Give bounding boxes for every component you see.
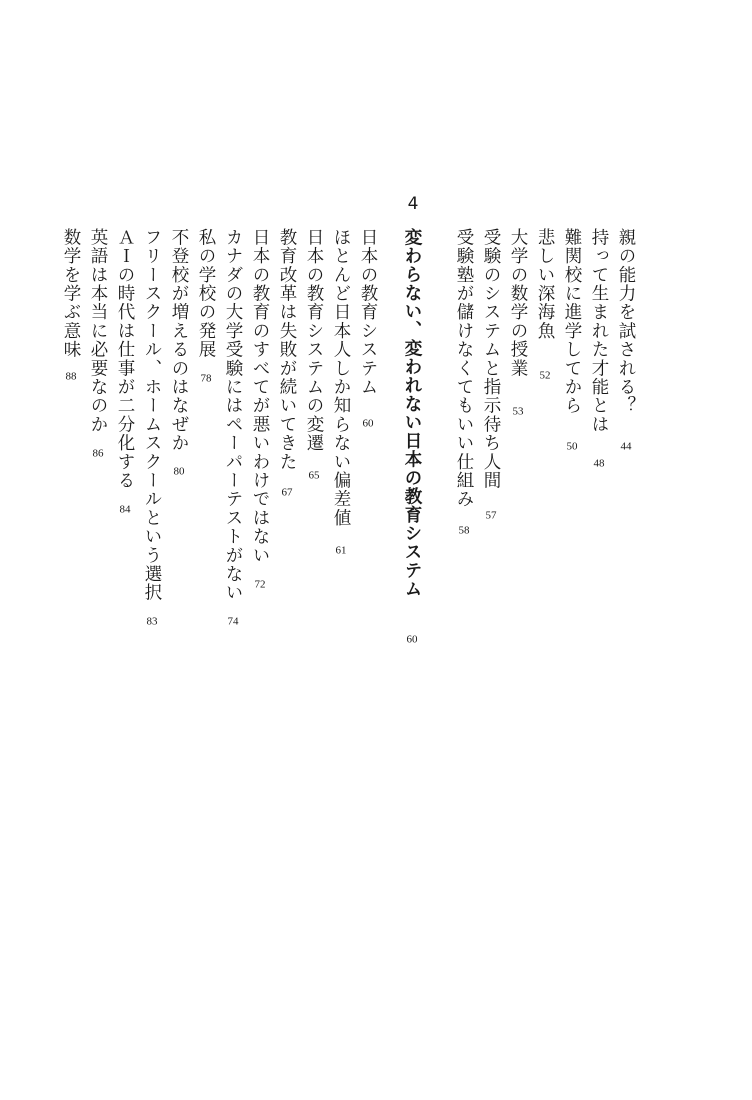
toc-item-page: 52 (539, 370, 551, 382)
toc-item[interactable] (222, 228, 244, 627)
toc-item-title: 大学の数学の授業 (508, 228, 528, 378)
toc-item[interactable] (87, 228, 109, 459)
toc-item-page: 61 (335, 545, 347, 557)
chapter-title: 変わらない、変われない日本の教育システム (402, 228, 422, 598)
toc-item-page: 58 (458, 524, 470, 536)
toc-item-title: 難関校に進学してから (562, 228, 582, 415)
toc-item-page: 60 (362, 418, 374, 430)
toc-item-page: 78 (200, 372, 212, 384)
toc-item[interactable] (357, 228, 379, 429)
toc-item-page: 53 (512, 405, 524, 417)
toc-item[interactable] (114, 228, 136, 515)
toc-item[interactable] (480, 228, 502, 521)
toc-item-title: 不登校が増えるのはなぜか (169, 228, 189, 453)
toc-item-page: 57 (485, 509, 497, 521)
toc-item-title: 英語は本当に必要なのか (88, 228, 108, 434)
chapter-page: 60 (406, 634, 418, 645)
toc-item-title: 悲しい深海魚 (535, 228, 555, 341)
toc-item-title: 私の学校の発展 (196, 228, 216, 359)
toc-item-title: 親の能力を試される？ (616, 228, 636, 415)
toc-item-title: 日本の教育のすべてが悪いわけではない (250, 228, 270, 565)
toc-item-page: 65 (308, 470, 320, 482)
toc-item[interactable] (168, 228, 190, 477)
toc-item-title: 受験のシステムと指示待ち人間 (481, 228, 501, 490)
toc-item[interactable] (615, 228, 637, 452)
toc-item-page: 44 (620, 441, 632, 452)
toc-item-title: 日本の教育システム (358, 228, 378, 397)
toc-item-page: 74 (227, 616, 239, 627)
toc-item-title: フリースクール、ホームスクールという選択 (142, 228, 162, 602)
toc-item[interactable] (453, 228, 475, 536)
toc-item-page: 48 (593, 457, 605, 469)
toc-item[interactable] (60, 228, 82, 382)
toc-item[interactable] (276, 228, 298, 498)
toc-item-title: ＡＩの時代は仕事が二分化する (115, 228, 135, 490)
toc-item-page: 50 (566, 441, 578, 452)
toc-item-title: 持って生まれた才能とは (589, 228, 609, 434)
toc-item-page: 86 (92, 447, 104, 459)
toc-item[interactable] (195, 228, 217, 384)
toc-item[interactable] (561, 228, 583, 452)
toc-item-page: 84 (119, 503, 131, 515)
toc-item[interactable] (249, 228, 271, 590)
toc-item-title: ほとんど日本人しか知らない偏差値 (331, 228, 351, 528)
toc-item-page: 83 (146, 616, 158, 627)
toc-item-page: 88 (65, 370, 77, 382)
toc-item-page: 80 (173, 466, 185, 478)
toc-item[interactable] (303, 228, 325, 481)
toc-item[interactable] (330, 228, 352, 556)
toc-item[interactable] (534, 228, 556, 381)
chapter-heading[interactable] (401, 228, 423, 645)
toc-item-page: 67 (281, 487, 293, 499)
toc-item-title: 日本の教育システムの変遷 (304, 228, 324, 453)
toc-item-title: 受験塾が儲けなくてもいい仕組み (454, 228, 474, 509)
toc-item-title: 数学を学ぶ意味 (61, 228, 81, 359)
toc-item[interactable] (588, 228, 610, 469)
toc-item[interactable] (141, 228, 163, 627)
toc-item[interactable] (507, 228, 529, 417)
toc-item-title: カナダの大学受験にはペーパーテストがない (223, 228, 243, 602)
chapter-number: 4 (407, 194, 419, 214)
toc-item-title: 教育改革は失敗が続いてきた (277, 228, 297, 472)
toc-item-page: 72 (254, 578, 266, 590)
